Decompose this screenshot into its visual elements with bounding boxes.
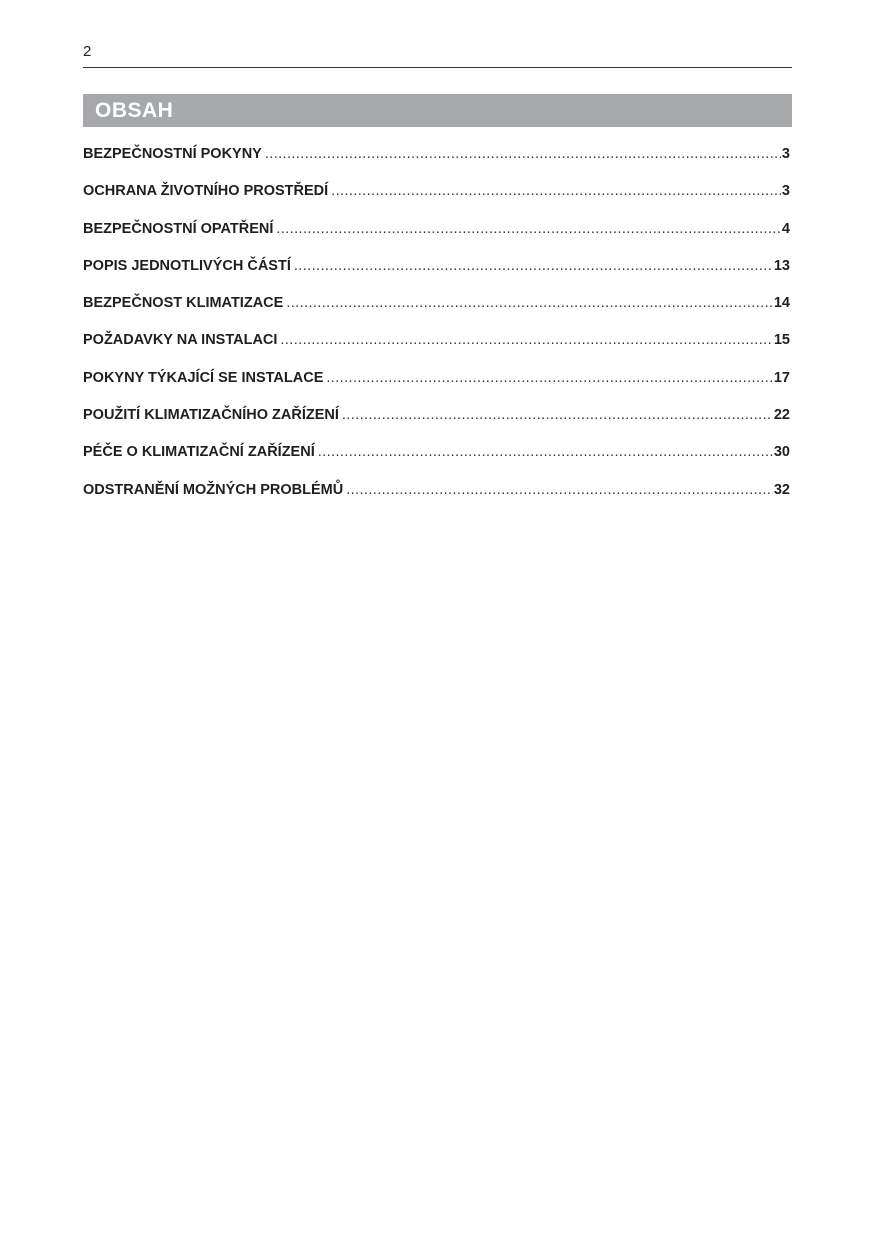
toc-entry-page: 22: [773, 407, 790, 424]
toc-entry-title: OCHRANA ŽIVOTNÍHO PROSTŘEDÍ: [83, 183, 329, 200]
toc-entry-title: BEZPEČNOSTNÍ OPATŘENÍ: [83, 220, 274, 237]
toc-entry-title: POKYNY TÝKAJÍCÍ SE INSTALACE: [83, 369, 324, 386]
toc-entry-page: 14: [773, 295, 790, 312]
toc-entry[interactable]: [83, 183, 790, 220]
toc-entry[interactable]: [83, 444, 790, 481]
toc-entry-title: PÉČE O KLIMATIZAČNÍ ZAŘÍZENÍ: [83, 444, 315, 461]
toc-entry-page: 3: [781, 146, 790, 162]
toc-entry-title: POPIS JEDNOTLIVÝCH ČÁSTÍ: [83, 257, 291, 274]
toc-dot-leader: [346, 482, 773, 498]
toc-entry-page: 3: [781, 183, 790, 200]
toc-entry-page: 32: [773, 481, 790, 498]
toc-entry-page: 17: [773, 369, 790, 386]
toc-dot-leader: [276, 221, 781, 237]
toc-dot-leader: [286, 295, 773, 311]
toc-dot-leader: [318, 444, 773, 460]
toc-entry-title: BEZPEČNOSTNÍ POKYNY: [83, 146, 262, 162]
section-header-bar: [83, 94, 792, 127]
toc-dot-leader: [326, 370, 772, 386]
toc-dot-leader: [342, 407, 773, 423]
toc-entry-page: 13: [773, 257, 790, 274]
page-number: 2: [83, 43, 92, 60]
toc-entry-page: 4: [781, 220, 790, 237]
toc-entry[interactable]: [83, 482, 790, 519]
toc-entry-title: BEZPEČNOST KLIMATIZACE: [83, 295, 284, 312]
toc-entry[interactable]: [83, 370, 790, 407]
toc-dot-leader: [280, 332, 772, 348]
toc-entry-title: POŽADAVKY NA INSTALACI: [83, 332, 278, 349]
table-of-contents: [83, 146, 790, 519]
toc-entry[interactable]: [83, 407, 790, 444]
toc-dot-leader: [294, 258, 773, 274]
toc-entry[interactable]: [83, 295, 790, 332]
header-rule: [83, 67, 792, 68]
toc-entry[interactable]: [83, 332, 790, 369]
toc-entry[interactable]: [83, 146, 790, 183]
toc-entry-page: 15: [773, 332, 790, 349]
toc-entry[interactable]: [83, 258, 790, 295]
toc-entry-title: ODSTRANĚNÍ MOŽNÝCH PROBLÉMŮ: [83, 481, 344, 498]
toc-entry-title: POUŽITÍ KLIMATIZAČNÍHO ZAŘÍZENÍ: [83, 407, 339, 424]
toc-entry[interactable]: [83, 221, 790, 258]
toc-entry-page: 30: [773, 444, 790, 461]
toc-dot-leader: [265, 146, 781, 162]
section-title: OBSAH: [95, 99, 174, 122]
toc-dot-leader: [331, 183, 781, 199]
